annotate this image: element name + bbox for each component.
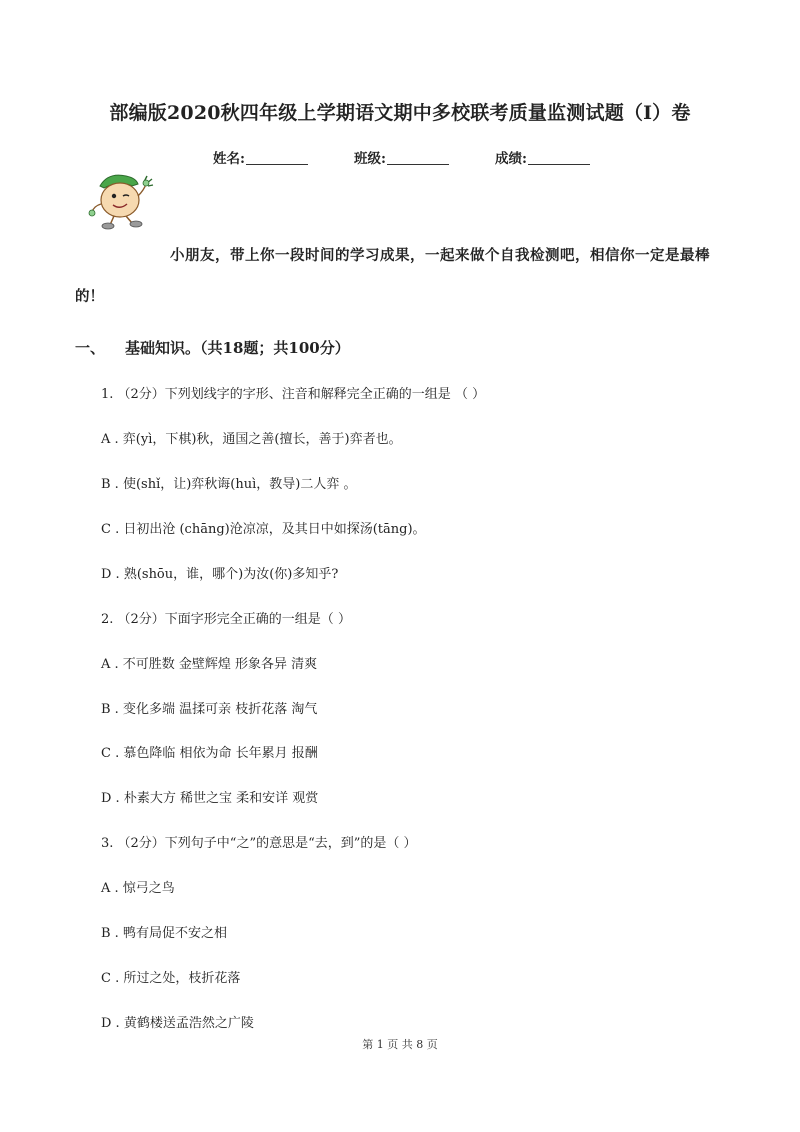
section-number: 一、 xyxy=(75,339,106,357)
question-2-option-b[interactable]: B . 变化多端 温揉可亲 枝折花落 淘气 xyxy=(101,702,318,717)
question-1-option-c[interactable]: C . 日初出沧 (chāng)沧凉凉，及其日中如探汤(tāng)。 xyxy=(101,522,426,537)
score-blank[interactable] xyxy=(528,152,590,165)
class-blank[interactable] xyxy=(387,152,449,165)
question-3-stem: 3. （2分）下列句子中“之”的意思是“去，到”的是（ ） xyxy=(101,836,417,851)
intro-text-line-1: 小朋友，带上你一段时间的学习成果，一起来做个自我检测吧，相信你一定是最棒 xyxy=(170,247,710,264)
question-2-option-c[interactable]: C . 慕色降临 相依为命 长年累月 报酬 xyxy=(101,746,318,761)
question-3-option-c[interactable]: C . 所过之处，枝折花落 xyxy=(101,971,241,986)
score-label: 成绩: xyxy=(495,151,527,167)
question-3-option-a[interactable]: A . 惊弓之鸟 xyxy=(101,881,175,896)
name-label: 姓名: xyxy=(213,151,245,167)
document-title: 部编版2020秋四年级上学期语文期中多校联考质量监测试题（I）卷 xyxy=(109,102,691,124)
score-field xyxy=(495,147,590,167)
page-footer: 第 1 页 共 8 页 xyxy=(362,1038,438,1051)
name-field xyxy=(213,147,308,167)
question-1-stem: 1. （2分）下列划线字的字形、注音和解释完全正确的一组是 （ ） xyxy=(101,387,486,402)
section-title: 基础知识。（共18题；共100分） xyxy=(125,339,350,357)
question-1-option-d[interactable]: D . 熟(shōu，谁，哪个)为汝(你)多知乎? xyxy=(101,567,339,582)
section-heading xyxy=(75,337,350,358)
class-field xyxy=(354,147,449,167)
question-2-option-a[interactable]: A . 不可胜数 金壁辉煌 形象各异 清爽 xyxy=(101,657,318,672)
question-1-option-a[interactable]: A . 弈(yì，下棋)秋，通国之善(擅长，善于)弈者也。 xyxy=(101,432,402,447)
question-2-option-d[interactable]: D . 朴素大方 稀世之宝 柔和安详 观赏 xyxy=(101,791,319,806)
mascot-illustration xyxy=(86,170,160,232)
class-label: 班级: xyxy=(354,151,386,167)
intro-text-line-2: 的！ xyxy=(75,288,104,305)
question-3-option-b[interactable]: B . 鸭有局促不安之相 xyxy=(101,926,227,941)
question-3-option-d[interactable]: D . 黄鹤楼送孟浩然之广陵 xyxy=(101,1016,254,1031)
question-1-option-b[interactable]: B . 使(shǐ，让)弈秋诲(huì，教导)二人弈 。 xyxy=(101,477,357,492)
name-blank[interactable] xyxy=(246,152,308,165)
question-2-stem: 2. （2分）下面字形完全正确的一组是（ ） xyxy=(101,612,351,627)
